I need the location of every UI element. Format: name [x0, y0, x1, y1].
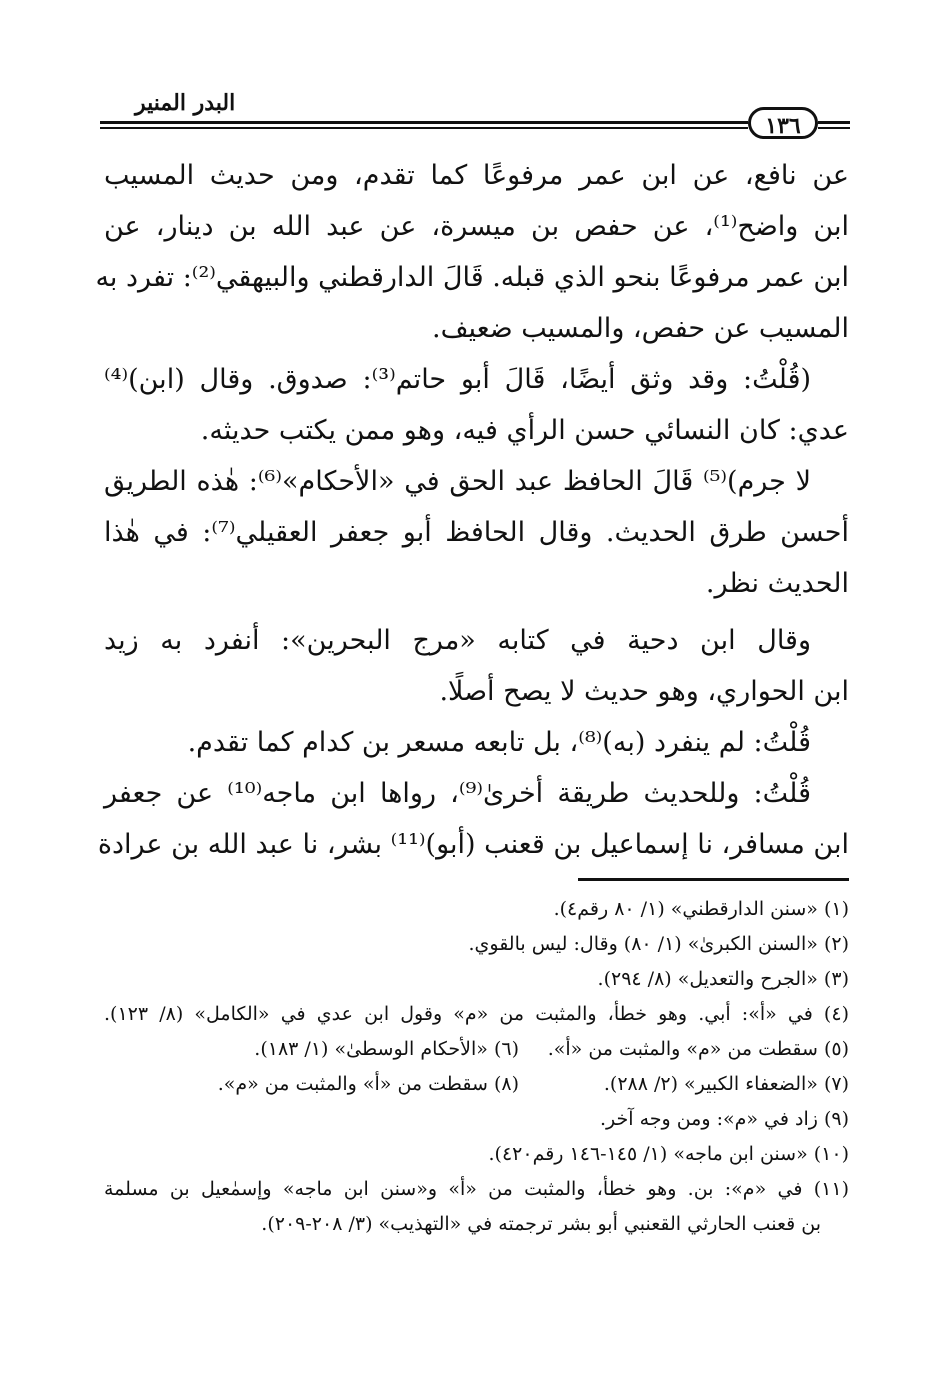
footnote: (٢) «السنن الكبرىٰ» (١/ ٨٠) وقال: ليس بالقوي.	[468, 933, 849, 955]
text-line: (قُلْتُ: وقد وثق أيضًا، قَالَ أبو حاتم⁽³⁾: صدوق. وقال (ابن)⁽⁴⁾	[104, 364, 812, 395]
text-line: عدي: كان النسائي حسن الرأي فيه، وهو ممن يكتب حديثه.	[200, 415, 849, 446]
text-line: المسيب عن حفص، والمسيب ضعيف.	[432, 313, 849, 344]
footnote-row	[104, 1032, 849, 1067]
text-line: لا جرم)⁽⁵⁾ قَالَ الحافظ عبد الحق في «الأحكام»⁽⁶⁾: هٰذه الطريق	[104, 466, 811, 497]
text-line: ابن عمر مرفوعًا بنحو الذي قبله. قَالَ الدارقطني والبيهقي⁽²⁾: تفرد به	[95, 262, 849, 293]
footnote: (١) «سنن الدارقطني» (١/ ٨٠ رقم٤).	[553, 898, 849, 920]
text-line: وقال ابن دحية في كتابه «مرج البحرين»: أنفرد به زيد	[104, 625, 811, 656]
text-line: ابن واضح⁽¹⁾، عن حفص بن ميسرة، عن عبد الله بن دينار، عن	[104, 211, 849, 242]
text-line: أحسن طرق الحديث. وقال الحافظ أبو جعفر العقيلي⁽⁷⁾: في هٰذا	[104, 517, 850, 548]
page-number: ١٣٦	[748, 107, 818, 139]
footnote: (١١) في «م»: بن. وهو خطأ، والمثبت من «أ» و«سنن ابن ماجه» وإسمٰعيل بن مسلمة	[104, 1178, 849, 1200]
header-rule	[100, 121, 748, 124]
footnotes	[104, 892, 849, 1242]
footnote: (٨) سقطت من «أ» والمثبت من «م».	[217, 1073, 519, 1095]
footnote: (٤) في «أ»: أبي. وهو خطأ، والمثبت من «م» وقول ابن عدي في «الكامل» (٨/ ١٢٣).	[104, 1003, 849, 1025]
running-header-title: البدر المنير	[135, 90, 236, 116]
footnote: (٩) زاد في «م»: ومن وجه آخر.	[599, 1108, 849, 1130]
footnote: (٦) «الأحكام الوسطىٰ» (١/ ١٨٣).	[254, 1038, 519, 1060]
main-text	[95, 150, 850, 870]
footnote: (١٠) «سنن ابن ماجه» (١/ ١٤٥-١٤٦ رقم٤٢٠).	[488, 1143, 849, 1165]
header-rule	[818, 121, 850, 124]
text-line: عن نافع، عن ابن عمر مرفوعًا كما تقدم، ومن حديث المسيب	[104, 160, 849, 191]
footnote-continuation: بن قعنب الحارثي القعنبي أبو بشر ترجمته في «التهذيب» (٣/ ٢٠٨-٢٠٩).	[261, 1213, 821, 1235]
text-line: قُلْتُ: وللحديث طريقة أخرىٰ⁽⁹⁾، رواها ابن ماجه⁽¹⁰⁾ عن جعفر	[104, 778, 811, 809]
footnote-row	[104, 1067, 849, 1102]
footnote: (٣) «الجرح والتعديل» (٨/ ٢٩٤).	[597, 968, 849, 990]
text-line: ابن مسافر، نا إسماعيل بن قعنب (أبو)⁽¹¹⁾ بشر، نا عبد الله بن عرادة	[97, 829, 849, 860]
footnote: (٥) سقطت من «م» والمثبت من «أ».	[547, 1038, 849, 1060]
header-rule	[818, 127, 850, 129]
text-line: ابن الحواري، وهو حديث لا يصح أصلًا.	[439, 676, 849, 707]
text-line: الحديث نظر.	[705, 568, 849, 599]
header-rule	[100, 127, 748, 129]
footnote-separator	[578, 878, 849, 881]
text-line: قُلْتُ: لم ينفرد (به)⁽⁸⁾، بل تابعه مسعر بن كدام كما تقدم.	[187, 727, 811, 758]
footnote: (٧) «الضعفاء الكبير» (٢/ ٢٨٨).	[603, 1073, 849, 1095]
